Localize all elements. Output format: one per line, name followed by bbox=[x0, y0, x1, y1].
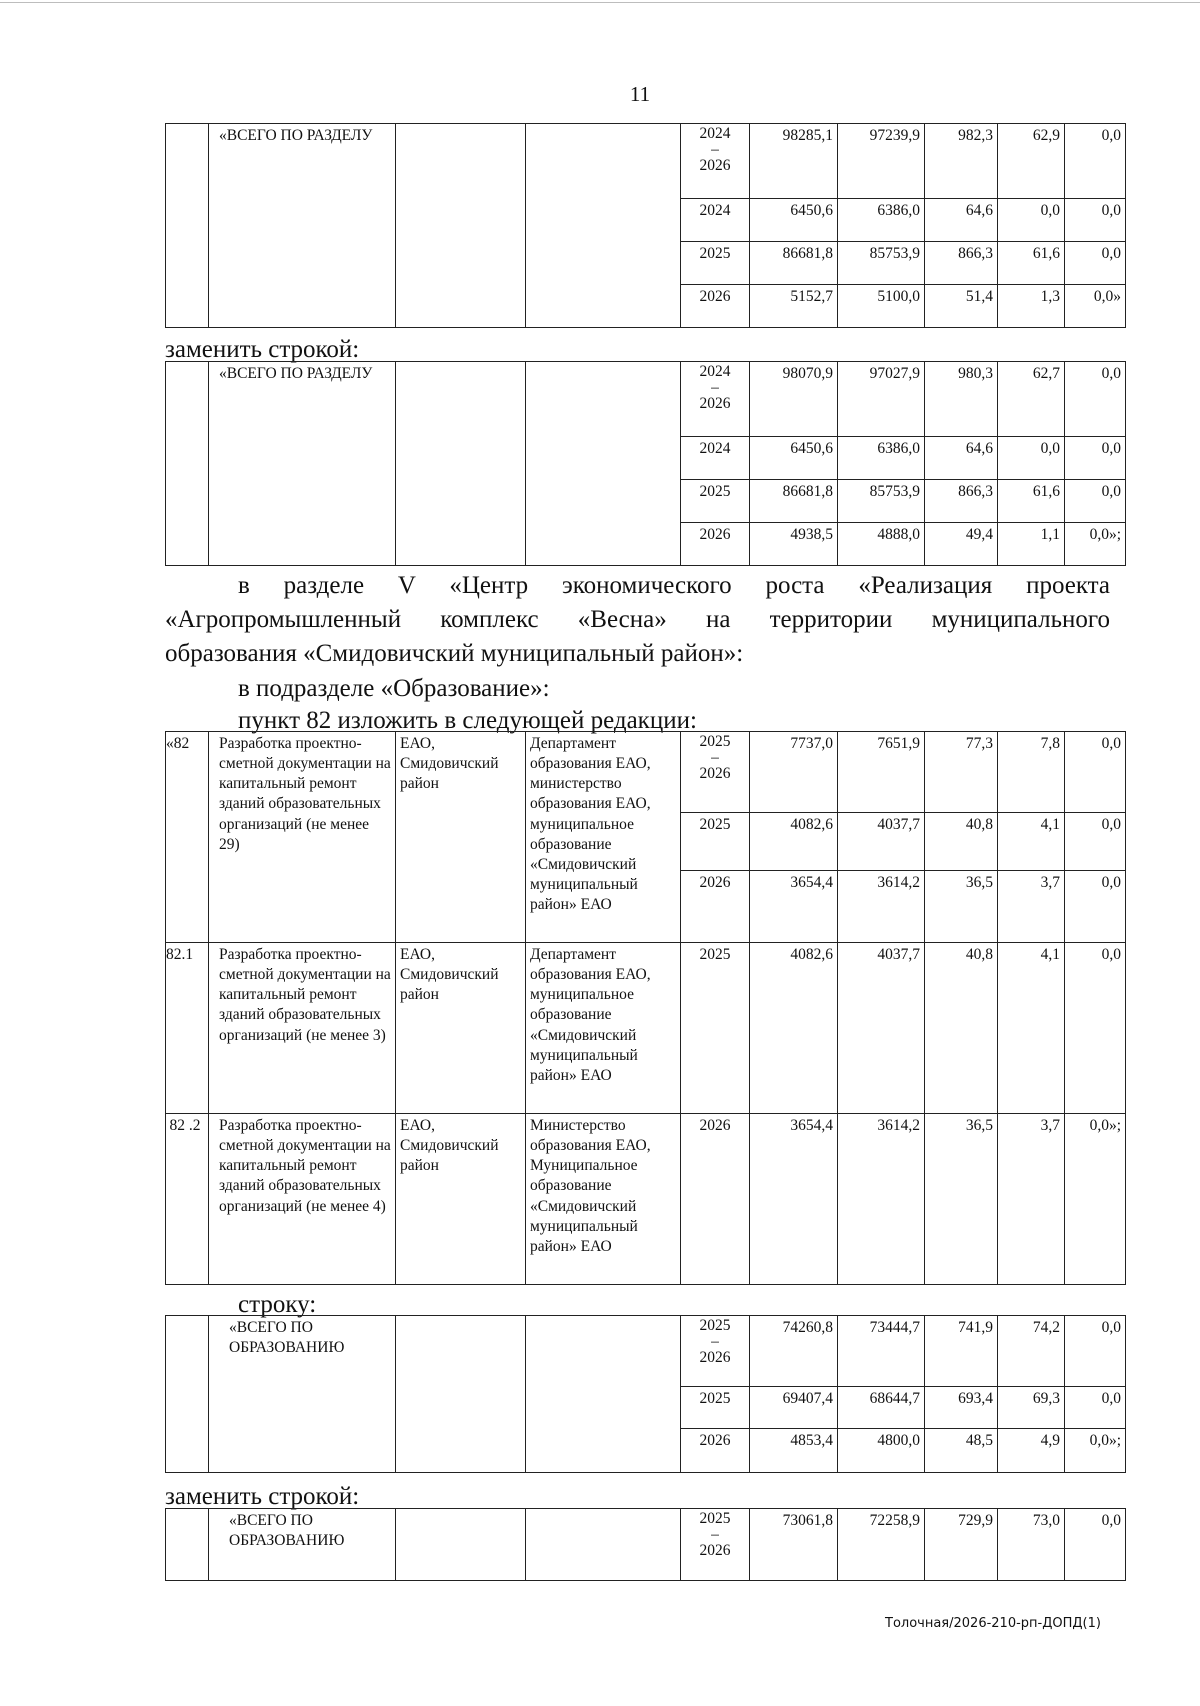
value-cell: 85753,9 bbox=[838, 480, 925, 523]
value-cell: 0,0 bbox=[1065, 943, 1126, 1114]
total-label: «ВСЕГО ПО ОБРАЗОВАНИЮ bbox=[209, 1316, 396, 1473]
value-cell: 4853,4 bbox=[750, 1429, 838, 1473]
table-total-education-new bbox=[165, 1508, 1126, 1581]
value-cell: 61,6 bbox=[998, 242, 1065, 285]
value-cell: 980,3 bbox=[925, 362, 998, 437]
value-cell: 6386,0 bbox=[838, 437, 925, 480]
year-start: 2025 bbox=[699, 1317, 731, 1334]
value-cell: 0,0 bbox=[1065, 813, 1126, 871]
value-cell: 7651,9 bbox=[838, 732, 925, 813]
item-location: ЕАО, Смидовичский район bbox=[396, 732, 526, 943]
item-name: Разработка проектно-сметной документации на капитальный ремонт зданий образовательных организаций (не менее 4) bbox=[209, 1114, 396, 1285]
value-cell: 51,4 bbox=[925, 285, 998, 328]
value-cell: 4,1 bbox=[998, 813, 1065, 871]
value-cell: 36,5 bbox=[925, 1114, 998, 1285]
table-row bbox=[166, 943, 1126, 1114]
value-cell: 4938,5 bbox=[750, 523, 838, 566]
year-cell: 2026 bbox=[681, 285, 750, 328]
value-cell: 1,1 bbox=[998, 523, 1065, 566]
value-cell: 62,7 bbox=[998, 362, 1065, 437]
value-cell: 0,0 bbox=[1065, 124, 1126, 199]
executor-cell bbox=[526, 362, 681, 566]
year-cell: 2026 bbox=[681, 871, 750, 943]
value-cell: 0,0»; bbox=[1065, 1429, 1126, 1473]
year-cell: 2025 bbox=[681, 813, 750, 871]
value-cell: 86681,8 bbox=[750, 242, 838, 285]
table-item-82 bbox=[165, 731, 1126, 1285]
subsection-paragraph: в подразделе «Образование»: bbox=[238, 675, 550, 702]
executor-cell bbox=[526, 1316, 681, 1473]
year-start: 2024 bbox=[699, 363, 731, 380]
number-cell bbox=[166, 362, 209, 566]
value-cell: 40,8 bbox=[925, 813, 998, 871]
value-cell: 73061,8 bbox=[750, 1509, 838, 1581]
value-cell: 3614,2 bbox=[838, 1114, 925, 1285]
value-cell: 729,9 bbox=[925, 1509, 998, 1581]
year-dash: – bbox=[711, 141, 719, 158]
year-end: 2026 bbox=[699, 765, 731, 782]
value-cell: 85753,9 bbox=[838, 242, 925, 285]
value-cell: 0,0»; bbox=[1065, 523, 1126, 566]
value-cell: 4,1 bbox=[998, 943, 1065, 1114]
executor-cell bbox=[526, 124, 681, 328]
replace-with-row-phrase: заменить строкой: bbox=[165, 1483, 360, 1510]
year-cell: 2025 bbox=[681, 480, 750, 523]
total-label: «ВСЕГО ПО РАЗДЕЛУ bbox=[209, 124, 396, 328]
number-cell bbox=[166, 124, 209, 328]
value-cell: 0,0 bbox=[1065, 1316, 1126, 1387]
item-location: ЕАО, Смидовичский район bbox=[396, 1114, 526, 1285]
value-cell: 61,6 bbox=[998, 480, 1065, 523]
year-start: 2024 bbox=[699, 125, 731, 142]
value-cell: 0,0 bbox=[1065, 242, 1126, 285]
value-cell: 4037,7 bbox=[838, 813, 925, 871]
number-cell bbox=[166, 1316, 209, 1473]
page-number: 11 bbox=[629, 82, 651, 106]
year-cell: 2025 bbox=[681, 943, 750, 1114]
value-cell: 0,0 bbox=[1065, 362, 1126, 437]
value-cell: 3654,4 bbox=[750, 871, 838, 943]
year-range-cell bbox=[681, 362, 750, 437]
value-cell: 40,8 bbox=[925, 943, 998, 1114]
value-cell: 6450,6 bbox=[750, 199, 838, 242]
value-cell: 0,0» bbox=[1065, 285, 1126, 328]
value-cell: 0,0 bbox=[1065, 480, 1126, 523]
year-range-cell bbox=[681, 732, 750, 813]
item-number: «82 bbox=[166, 732, 209, 943]
year-cell: 2025 bbox=[681, 242, 750, 285]
replace-with-row-phrase: заменить строкой: bbox=[165, 336, 360, 363]
value-cell: 73,0 bbox=[998, 1509, 1065, 1581]
year-cell: 2026 bbox=[681, 1114, 750, 1285]
value-cell: 86681,8 bbox=[750, 480, 838, 523]
value-cell: 48,5 bbox=[925, 1429, 998, 1473]
scan-edge-line bbox=[0, 2, 1200, 3]
value-cell: 97239,9 bbox=[838, 124, 925, 199]
value-cell: 0,0 bbox=[1065, 437, 1126, 480]
value-cell: 693,4 bbox=[925, 1387, 998, 1429]
value-cell: 5152,7 bbox=[750, 285, 838, 328]
year-range-cell bbox=[681, 1316, 750, 1387]
year-cell: 2026 bbox=[681, 523, 750, 566]
value-cell: 0,0 bbox=[998, 437, 1065, 480]
year-cell: 2024 bbox=[681, 199, 750, 242]
table-row bbox=[166, 732, 1126, 813]
year-start: 2025 bbox=[699, 733, 731, 750]
value-cell: 866,3 bbox=[925, 480, 998, 523]
value-cell: 0,0 bbox=[1065, 871, 1126, 943]
value-cell: 98070,9 bbox=[750, 362, 838, 437]
value-cell: 741,9 bbox=[925, 1316, 998, 1387]
value-cell: 3,7 bbox=[998, 1114, 1065, 1285]
item-executor: Департамент образования ЕАО, министерство образования ЕАО, муниципальное образование «Смидовичский муниципальный район» ЕАО bbox=[526, 732, 681, 943]
year-cell: 2025 bbox=[681, 1387, 750, 1429]
item-name: Разработка проектно-сметной документации на капитальный ремонт зданий образовательных организаций (не менее 3) bbox=[209, 943, 396, 1114]
location-cell bbox=[396, 1509, 526, 1581]
item-location: ЕАО, Смидовичский район bbox=[396, 943, 526, 1114]
row-word-phrase: строку: bbox=[238, 1291, 317, 1318]
table-total-section-new bbox=[165, 361, 1126, 566]
value-cell: 7737,0 bbox=[750, 732, 838, 813]
value-cell: 74260,8 bbox=[750, 1316, 838, 1387]
item-number: 82.1 bbox=[166, 943, 209, 1114]
value-cell: 68644,7 bbox=[838, 1387, 925, 1429]
value-cell: 4082,6 bbox=[750, 943, 838, 1114]
value-cell: 97027,9 bbox=[838, 362, 925, 437]
executor-cell bbox=[526, 1509, 681, 1581]
value-cell: 982,3 bbox=[925, 124, 998, 199]
value-cell: 0,0 bbox=[1065, 1387, 1126, 1429]
year-end: 2026 bbox=[699, 157, 731, 174]
item-name: Разработка проектно-сметной документации на капитальный ремонт зданий образовательных организаций (не менее 29) bbox=[209, 732, 396, 943]
value-cell: 3,7 bbox=[998, 871, 1065, 943]
value-cell: 1,3 bbox=[998, 285, 1065, 328]
value-cell: 4082,6 bbox=[750, 813, 838, 871]
value-cell: 0,0 bbox=[1065, 732, 1126, 813]
value-cell: 64,6 bbox=[925, 199, 998, 242]
value-cell: 49,4 bbox=[925, 523, 998, 566]
table-row bbox=[166, 1509, 1126, 1581]
table-row bbox=[166, 1316, 1126, 1387]
item-executor: Министерство образования ЕАО, Муниципальное образование «Смидовичский муниципальный район» ЕАО bbox=[526, 1114, 681, 1285]
value-cell: 36,5 bbox=[925, 871, 998, 943]
document-footer-code: Толочная/2026-210-рп-ДОПД(1) bbox=[885, 1616, 1101, 1631]
value-cell: 3614,2 bbox=[838, 871, 925, 943]
value-cell: 3654,4 bbox=[750, 1114, 838, 1285]
total-label: «ВСЕГО ПО РАЗДЕЛУ bbox=[209, 362, 396, 566]
item-number: 82 .2 bbox=[166, 1114, 209, 1285]
location-cell bbox=[396, 1316, 526, 1473]
year-cell: 2026 bbox=[681, 1429, 750, 1473]
item-executor: Департамент образования ЕАО, муниципальное образование «Смидовичский муниципальный район» ЕАО bbox=[526, 943, 681, 1114]
year-end: 2026 bbox=[699, 1349, 731, 1366]
year-range-cell bbox=[681, 124, 750, 199]
table-row bbox=[166, 1114, 1126, 1285]
year-dash: – bbox=[711, 1526, 719, 1543]
value-cell: 72258,9 bbox=[838, 1509, 925, 1581]
table-total-education-old bbox=[165, 1315, 1126, 1473]
value-cell: 866,3 bbox=[925, 242, 998, 285]
item-82-paragraph: пункт 82 изложить в следующей редакции: bbox=[238, 707, 697, 734]
year-dash: – bbox=[711, 379, 719, 396]
value-cell: 74,2 bbox=[998, 1316, 1065, 1387]
year-end: 2026 bbox=[699, 395, 731, 412]
value-cell: 5100,0 bbox=[838, 285, 925, 328]
section-paragraph-line-3: образования «Смидовичский муниципальный район»: bbox=[165, 640, 744, 667]
year-dash: – bbox=[711, 1333, 719, 1350]
value-cell: 0,0 bbox=[1065, 199, 1126, 242]
section-paragraph-line-1: в разделе V «Центр экономического роста «Реализация проекта bbox=[238, 572, 1110, 599]
value-cell: 6450,6 bbox=[750, 437, 838, 480]
year-start: 2025 bbox=[699, 1510, 731, 1527]
value-cell: 69,3 bbox=[998, 1387, 1065, 1429]
value-cell: 4800,0 bbox=[838, 1429, 925, 1473]
section-paragraph-line-2: «Агропромышленный комплекс «Весна» на территории муниципального bbox=[165, 606, 1110, 633]
value-cell: 7,8 bbox=[998, 732, 1065, 813]
location-cell bbox=[396, 362, 526, 566]
year-dash: – bbox=[711, 749, 719, 766]
value-cell: 77,3 bbox=[925, 732, 998, 813]
table-total-section-old bbox=[165, 123, 1126, 328]
value-cell: 6386,0 bbox=[838, 199, 925, 242]
value-cell: 98285,1 bbox=[750, 124, 838, 199]
value-cell: 0,0 bbox=[998, 199, 1065, 242]
value-cell: 73444,7 bbox=[838, 1316, 925, 1387]
value-cell: 4037,7 bbox=[838, 943, 925, 1114]
location-cell bbox=[396, 124, 526, 328]
value-cell: 0,0 bbox=[1065, 1509, 1126, 1581]
year-range-cell bbox=[681, 1509, 750, 1581]
value-cell: 62,9 bbox=[998, 124, 1065, 199]
value-cell: 0,0»; bbox=[1065, 1114, 1126, 1285]
table-row bbox=[166, 124, 1126, 199]
number-cell bbox=[166, 1509, 209, 1581]
total-label: «ВСЕГО ПО ОБРАЗОВАНИЮ bbox=[209, 1509, 396, 1581]
value-cell: 69407,4 bbox=[750, 1387, 838, 1429]
year-end: 2026 bbox=[699, 1542, 731, 1559]
value-cell: 4,9 bbox=[998, 1429, 1065, 1473]
table-row bbox=[166, 362, 1126, 437]
value-cell: 64,6 bbox=[925, 437, 998, 480]
year-cell: 2024 bbox=[681, 437, 750, 480]
value-cell: 4888,0 bbox=[838, 523, 925, 566]
